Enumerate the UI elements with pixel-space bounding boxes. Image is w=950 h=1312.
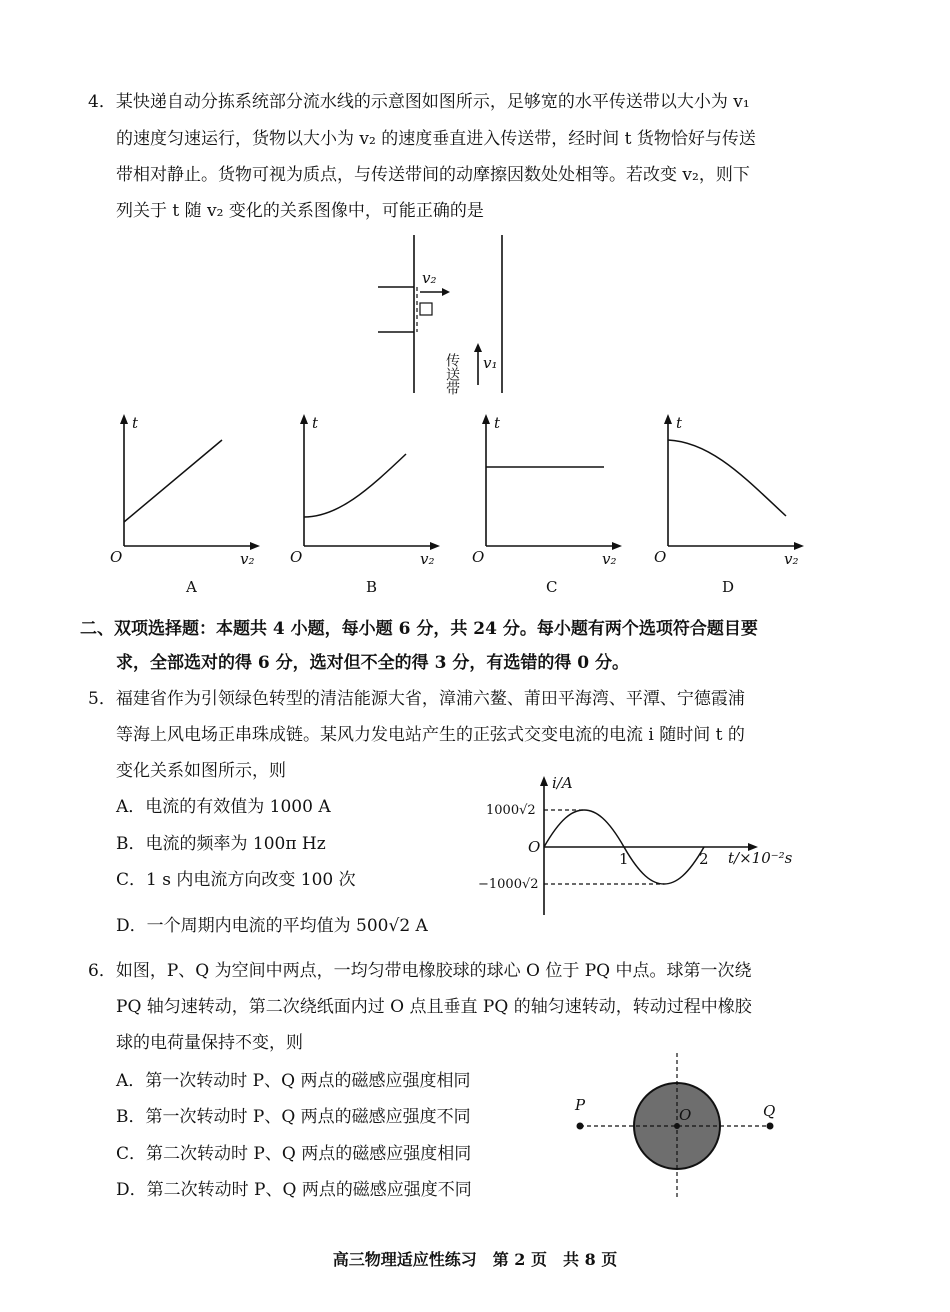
graph-b-t-label: t [312,414,319,432]
graph-b-x-label: v₂ [420,550,435,568]
graph-d-curve [668,440,786,516]
q4-line-2: 的速度匀速运行，货物以大小为 v₂ 的速度垂直进入传送带，经时间 t 货物恰好与传送 [116,129,756,149]
q4-line-3: 带相对静止。货物可视为质点，与传送带间的动摩擦因数处处相等。若改变 v₂，则下 [116,165,750,185]
graph-c-x-label: v₂ [602,550,617,568]
graph-c-origin: O [472,548,485,566]
q5-tick-1: 1 [619,850,629,868]
section2-line-1: 二、双项选择题：本题共 4 小题，每小题 6 分，共 24 分。每小题有两个选项符合题目要 [80,619,758,639]
cargo-box [420,303,432,315]
point-p [577,1123,584,1130]
page-footer: 高三物理适应性练习 第 2 页 共 8 页 [332,1250,618,1269]
q6-sphere-figure [570,1050,790,1205]
conveyor-figure [370,235,520,395]
q6-option-b: B．第一次转动时 P、Q 两点的磁感应强度不同 [116,1107,471,1127]
q6-line-1: 6．如图，P、Q 为空间中两点，一均匀带电橡胶球的球心 O 位于 PQ 中点。球第一次绕 [88,961,752,981]
q6-line-3: 球的电荷量保持不变，则 [116,1033,303,1053]
graph-c-letter: C [546,578,558,596]
graph-b-letter: B [366,578,378,596]
v1-arrowhead [474,343,482,352]
q5-y-label: i/A [552,774,573,792]
q5-y-min: −1000√2 [478,877,539,892]
graph-a [108,410,268,600]
q5-option-a: A．电流的有效值为 1000 A [116,797,331,817]
q5-option-b: B．电流的频率为 100π Hz [116,834,326,854]
q6-line-2: PQ 轴匀速转动，第二次绕纸面内过 O 点且垂直 PQ 的轴匀速转动，转动过程中橡胶 [116,997,752,1017]
q6-option-d: D．第二次转动时 P、Q 两点的磁感应强度不同 [116,1180,472,1200]
q4-line-1: 4．某快递自动分拣系统部分流水线的示意图如图所示，足够宽的水平传送带以大小为 v₁ [88,92,750,112]
graph-b [288,410,448,600]
point-q [767,1123,774,1130]
graph-d-t-label: t [676,414,683,432]
q6-option-a: A．第一次转动时 P、Q 两点的磁感应强度相同 [116,1071,471,1091]
graph-a-origin: O [110,548,123,566]
q5-line-1: 5．福建省作为引领绿色转型的清洁能源大省，漳浦六鳌、莆田平海湾、平潭、宁德霞浦 [88,689,745,709]
graph-a-letter: A [186,578,197,596]
q5-y-max: 1000√2 [486,803,536,818]
q5-current-graph [470,770,820,920]
v1-label: v₁ [483,354,498,372]
graph-a-curve [124,440,222,522]
graph-b-curve [304,454,406,517]
section2-line-2: 求，全部选对的得 6 分，选对但不全的得 3 分，有选错的得 0 分。 [116,653,629,673]
o-label: O [679,1106,692,1124]
q5-origin: O [528,838,541,856]
graph-a-x-label: v₂ [240,550,255,568]
v2-label: v₂ [422,269,437,287]
graph-a-t-label: t [132,414,139,432]
graph-d-x-label: v₂ [784,550,799,568]
q4-line-4: 列关于 t 随 v₂ 变化的关系图像中，可能正确的是 [116,201,484,221]
q5-option-d: D．一个周期内电流的平均值为 500√2 A [116,916,428,936]
q5-option-c: C．1 s 内电流方向改变 100 次 [116,870,356,890]
graph-c [470,410,630,600]
q5-line-2: 等海上风电场正串珠成链。某风力发电站产生的正弦式交变电流的电流 i 随时间 t 的 [116,725,745,745]
graph-d [652,410,812,600]
graph-c-t-label: t [494,414,501,432]
p-label: P [575,1096,586,1114]
v2-arrowhead [442,288,450,296]
q-label: Q [763,1102,776,1120]
q5-line-3: 变化关系如图所示，则 [116,761,286,781]
belt-label: 传送带 [444,353,460,395]
q5-tick-2: 2 [699,850,709,868]
graph-d-origin: O [654,548,667,566]
graph-d-letter: D [722,578,735,596]
q6-option-c: C．第二次转动时 P、Q 两点的磁感应强度相同 [116,1144,472,1164]
q5-x-label: t/×10⁻²s [728,849,793,867]
graph-b-origin: O [290,548,303,566]
